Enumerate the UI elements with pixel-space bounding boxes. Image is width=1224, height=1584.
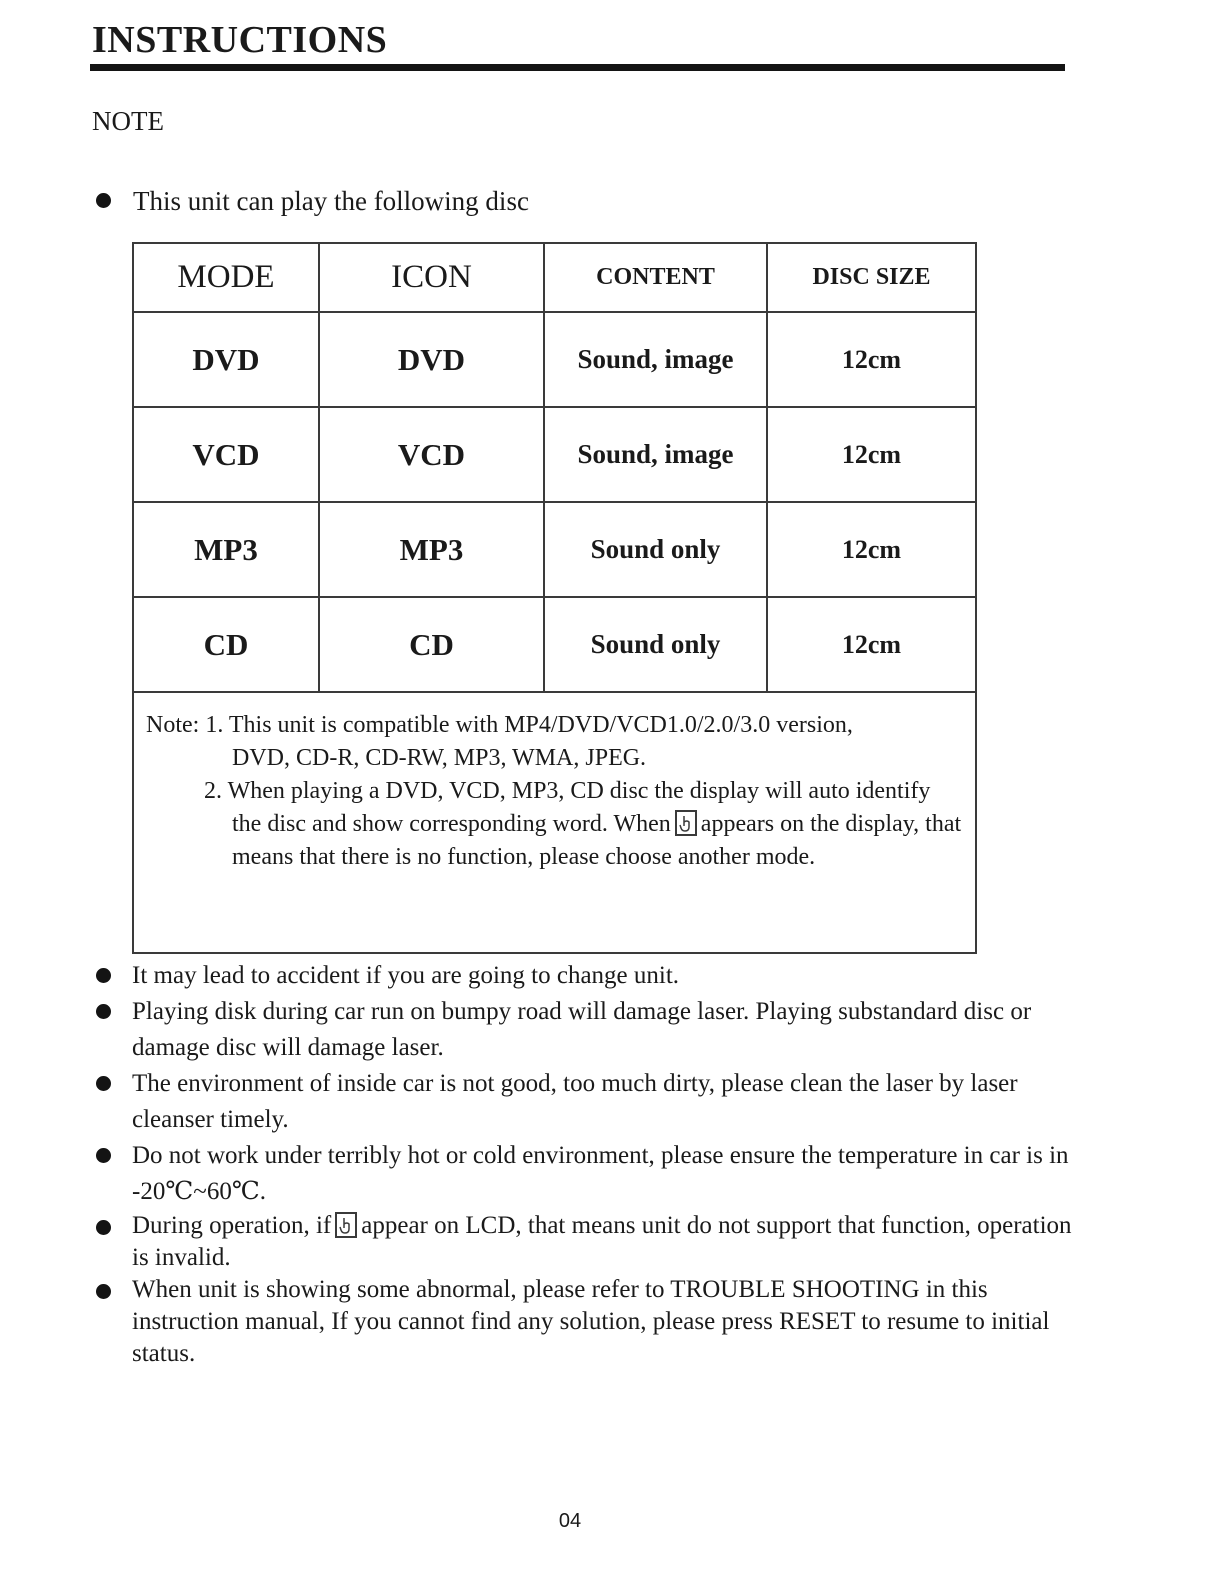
notes-list — [96, 958, 1076, 1370]
intro-line — [96, 186, 529, 217]
table-row — [133, 407, 976, 502]
cell-icon: CD — [319, 597, 544, 692]
cell-icon: VCD — [319, 407, 544, 502]
hand-no-function-icon — [675, 810, 697, 836]
list-item-text: During operation, if — [132, 1212, 332, 1239]
cell-disc-size: 12cm — [767, 597, 976, 692]
cell-mode: DVD — [133, 312, 319, 407]
table-row — [133, 312, 976, 407]
cell-content: Sound only — [544, 502, 767, 597]
list-item-text-cont: appear on LCD, that means unit do not support that function, operation is invalid. — [132, 1212, 1072, 1271]
bullet-dot — [96, 1076, 111, 1091]
header-disc-size: DISC SIZE — [767, 243, 976, 312]
table-row — [133, 502, 976, 597]
list-item-text: When unit is showing some abnormal, please refer to TROUBLE SHOOTING in this instruction manual, If you cannot find any solution, please press RESET to resume to initial status. — [132, 1276, 1050, 1367]
hand-no-function-icon — [335, 1212, 357, 1238]
list-item — [96, 1210, 1076, 1274]
list-item-text: Playing disk during car run on bumpy road will damage laser. Playing substandard disc or damage disc will damage laser. — [132, 998, 1032, 1061]
list-item-text: The environment of inside car is not good, too much dirty, please clean the laser by laser cleanser timely. — [132, 1070, 1018, 1133]
cell-disc-size: 12cm — [767, 312, 976, 407]
list-item — [96, 994, 1076, 1066]
note-line-1-cont: DVD, CD-R, CD-RW, MP3, WMA, JPEG. — [232, 745, 647, 771]
list-item-text: It may lead to accident if you are going to change unit. — [132, 962, 680, 989]
list-item — [96, 1274, 1076, 1370]
intro-text: This unit can play the following disc — [133, 186, 529, 216]
bullet-dot — [96, 968, 111, 983]
note-item-2-text: 2. When playing a DVD, VCD, MP3, CD disc the display will auto identify the disc and show corresponding word. When — [204, 778, 931, 837]
list-item — [96, 1138, 1076, 1210]
cell-content: Sound only — [544, 597, 767, 692]
bullet-dot — [96, 1148, 111, 1163]
cell-disc-size: 12cm — [767, 407, 976, 502]
list-item — [96, 958, 1076, 994]
note-item-2-text-cont: appears on the display, that means that there is no function, please choose another mode. — [232, 811, 962, 870]
title-rule — [90, 64, 1065, 71]
bullet-dot — [96, 193, 111, 208]
list-item — [96, 1066, 1076, 1138]
list-item-text: Do not work under terribly hot or cold environment, please ensure the temperature in car is in -20℃~60℃. — [132, 1142, 1069, 1205]
section-label: NOTE — [92, 106, 164, 136]
disc-table — [132, 242, 977, 954]
header-icon: ICON — [319, 243, 544, 312]
page-title: INSTRUCTIONS — [92, 19, 388, 61]
page-number: 04 — [558, 1510, 582, 1532]
note-item-2 — [146, 775, 963, 874]
cell-content: Sound, image — [544, 312, 767, 407]
cell-icon: DVD — [319, 312, 544, 407]
cell-mode: MP3 — [133, 502, 319, 597]
table-row — [133, 597, 976, 692]
table-header-row — [133, 243, 976, 312]
table-note — [133, 692, 976, 953]
cell-content: Sound, image — [544, 407, 767, 502]
cell-mode: CD — [133, 597, 319, 692]
cell-mode: VCD — [133, 407, 319, 502]
bullet-dot — [96, 1004, 111, 1019]
note-line-1: Note: 1. This unit is compatible with MP4/DVD/VCD1.0/2.0/3.0 version, — [146, 712, 853, 738]
bullet-dot — [96, 1284, 111, 1299]
cell-disc-size: 12cm — [767, 502, 976, 597]
cell-icon: MP3 — [319, 502, 544, 597]
table-note-row — [133, 692, 976, 953]
header-mode: MODE — [133, 243, 319, 312]
bullet-dot — [96, 1220, 111, 1235]
header-content: CONTENT — [544, 243, 767, 312]
